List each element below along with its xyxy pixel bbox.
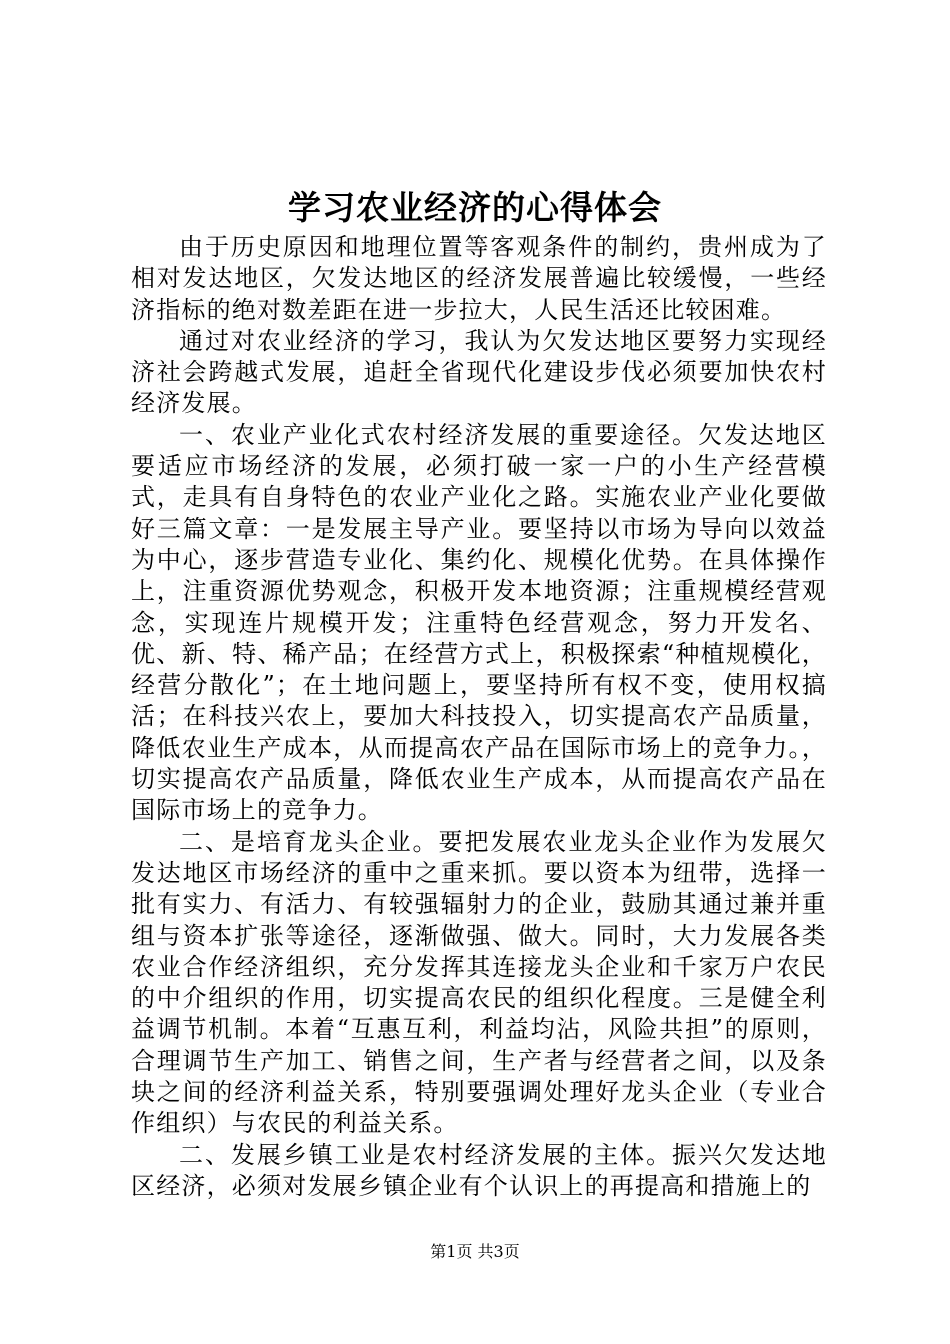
paragraph: 二、发展乡镇工业是农村经济发展的主体。振兴欠发达地区经济，必须对发展乡镇企业有个认识上的再提高和措施上的 [131,1140,827,1200]
paragraph: 由于历史原因和地理位置等客观条件的制约，贵州成为了相对发达地区，欠发达地区的经济发展普遍比较缓慢，一些经济指标的绝对数差距在进一步拉大，人民生活还比较困难。 [131,233,827,324]
page-number: 第1页 共3页 [430,1242,520,1261]
document-body [131,232,827,1202]
paragraph: 一、农业产业化式农村经济发展的重要途径。欠发达地区要适应市场经济的发展，必须打破一家一户的小生产经营模式，走具有自身特色的农业产业化之路。实施农业产业化要做好三篇文章：一是发展主导产业。要坚持以市场为导向以效益为中心，逐步营造专业化、集约化、规模化优势。在具体操作上，注重资源优势观念，积极开发本地资源；注重规模经营观念，实现连片规模开发；注重特色经营观念，努力开发名、优、新、特、稀产品；在经营方式上，积极探索“种植规模化，经营分散化”；在土地问题上，要坚持所有权不变，使用权搞活；在科技兴农上，要加大科技投入，切实提高农产品质量，降低农业生产成本，从而提高农产品在国际市场上的竞争力。，切实提高农产品质量，降低农业生产成本，从而提高农产品在国际市场上的竞争力。 [131,420,827,825]
paragraph: 二、是培育龙头企业。要把发展农业龙头企业作为发展欠发达地区市场经济的重中之重来抓。要以资本为纽带，选择一批有实力、有活力、有较强辐射力的企业，鼓励其通过兼并重组与资本扩张等途径，逐渐做强、做大。同时，大力发展各类农业合作经济组织，充分发挥其连接龙头企业和千家万户农民的中介组织的作用，切实提高农民的组织化程度。三是健全利益调节机制。本着“互惠互利，利益均沾，风险共担”的原则，合理调节生产加工、销售之间，生产者与经营者之间，以及条块之间的经济利益关系，特别要强调处理好龙头企业（专业合作组织）与农民的利益关系。 [131,827,827,1138]
document-title: 学习农业经济的心得体会 [288,188,662,227]
paragraph: 通过对农业经济的学习，我认为欠发达地区要努力实现经济社会跨越式发展，追赶全省现代化建设步伐必须要加快农村经济发展。 [131,326,827,418]
